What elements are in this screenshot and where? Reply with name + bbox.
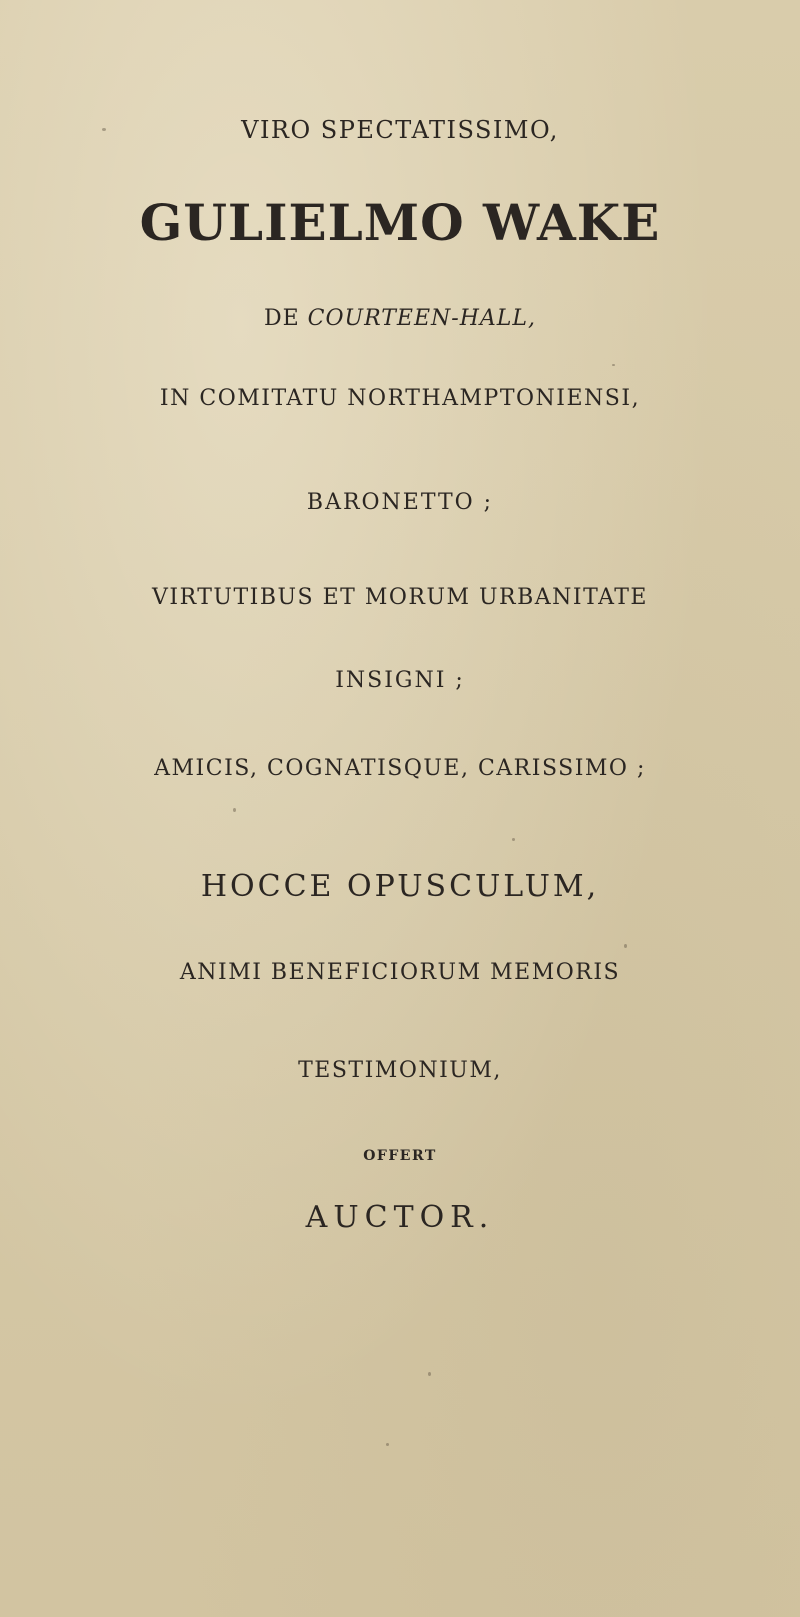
estate-prefix: DE (263, 306, 308, 331)
author-line: AUCTOR. (305, 1200, 495, 1235)
opusculum-line: HOCCE OPUSCULUM, (200, 869, 600, 904)
paper-speck (612, 364, 615, 366)
dedicatee-title: BARONETTO ; (306, 490, 494, 515)
friends-line: AMICIS, COGNATISQUE, CARISSIMO ; (154, 756, 646, 781)
paper-speck (428, 1372, 431, 1376)
paper-speck (386, 1443, 389, 1446)
insigni-line: INSIGNI ; (335, 668, 465, 693)
dedicatee-estate (0, 308, 800, 330)
memoris-line: ANIMI BENEFICIORUM MEMORIS (179, 960, 621, 985)
paper-speck (624, 944, 627, 948)
paper-speck (512, 838, 515, 841)
dedication-salutation: VIRO SPECTATISSIMO, (241, 116, 559, 144)
paper-speck (233, 808, 236, 812)
dedicatee-name: GULIELMO WAKE (139, 193, 661, 252)
paper-speck (102, 128, 106, 131)
estate-name: COURTEEN-HALL, (307, 306, 537, 331)
dedicatee-county: IN COMITATU NORTHAMPTONIENSI, (159, 386, 641, 411)
testimonium-line: TESTIMONIUM, (298, 1058, 502, 1083)
virtue-line: VIRTUTIBUS ET MORUM URBANITATE (151, 585, 648, 610)
offert-line: OFFERT (363, 1148, 437, 1164)
